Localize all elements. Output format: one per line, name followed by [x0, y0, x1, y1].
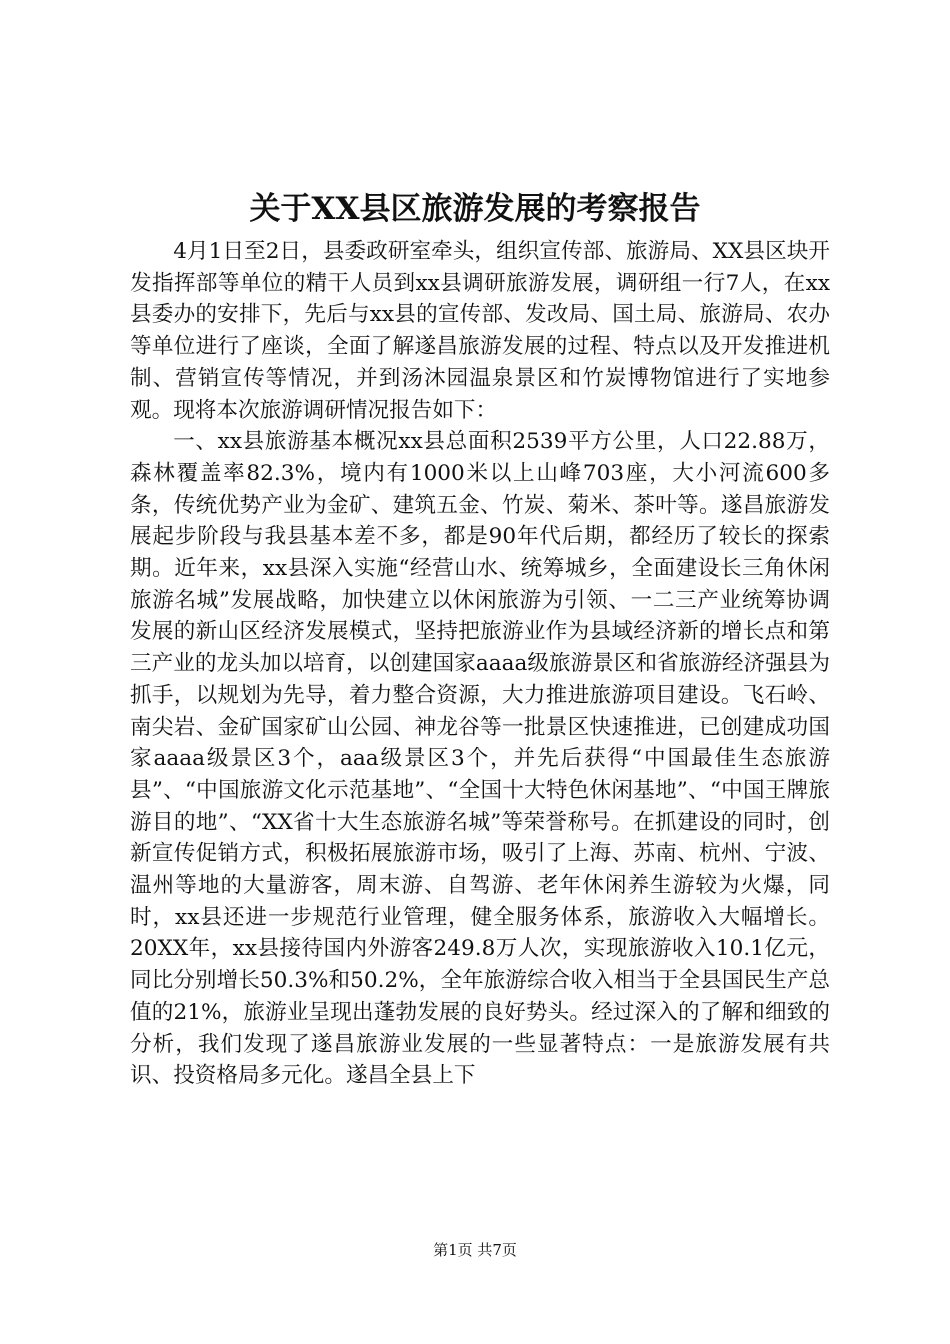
document-title: 关于XX县区旅游发展的考察报告: [249, 191, 701, 227]
document-body: [130, 236, 830, 1092]
paragraph-overview: 一、xx县旅游基本概况xx县总面积2539平方公里，人口22.88万，森林覆盖率82.3%，境内有1000米以上山峰703座，大小河流600多条，传统优势产业为金矿、建筑五金、竹炭、菊米、茶叶等。遂昌旅游发展起步阶段与我县基本差不多，都是90年代后期，都经历了较长的探索期。近年来，xx县深入实施“经营山水、统筹城乡，全面建设长三角休闲旅游名城”发展战略，加快建立以休闲旅游为引领、一二三产业统筹协调发展的新山区经济发展模式，坚持把旅游业作为县域经济新的增长点和第三产业的龙头加以培育，以创建国家aaaa级旅游景区和省旅游经济强县为抓手，以规划为先导，着力整合资源，大力推进旅游项目建设。飞石岭、南尖岩、金矿国家矿山公园、神龙谷等一批景区快速推进，已创建成功国家aaaa级景区3个，aaa级景区3个，并先后获得“中国最佳生态旅游县”、“中国旅游文化示范基地”、“全国十大特色休闲基地”、“中国王牌旅游目的地”、“XX省十大生态旅游名城”等荣誉称号。在抓建设的同时，创新宣传促销方式，积极拓展旅游市场，吸引了上海、苏南、杭州、宁波、温州等地的大量游客，周末游、自驾游、老年休闲养生游较为火爆，同时，xx县还进一步规范行业管理，健全服务体系，旅游收入大幅增长。20XX年，xx县接待国内外游客249.8万人次，实现旅游收入10.1亿元，同比分别增长50.3%和50.2%，全年旅游综合收入相当于全县国民生产总值的21%，旅游业呈现出蓬勃发展的良好势头。经过深入的了解和细致的分析，我们发现了遂昌旅游业发展的一些显著特点：一是旅游发展有共识、投资格局多元化。遂昌全县上下: [130, 429, 830, 1089]
paragraph-intro: 4月1日至2日，县委政研室牵头，组织宣传部、旅游局、XX县区块开发指挥部等单位的精干人员到xx县调研旅游发展，调研组一行7人，在xx县委办的安排下，先后与xx县的宣传部、发改局、国土局、旅游局、农办等单位进行了座谈，全面了解遂昌旅游发展的过程、特点以及开发推进机制、营销宣传等情况，并到汤沐园温泉景区和竹炭博物馆进行了实地参观。现将本次旅游调研情况报告如下：: [130, 239, 830, 423]
page-footer: 第1页 共7页: [433, 1241, 517, 1259]
